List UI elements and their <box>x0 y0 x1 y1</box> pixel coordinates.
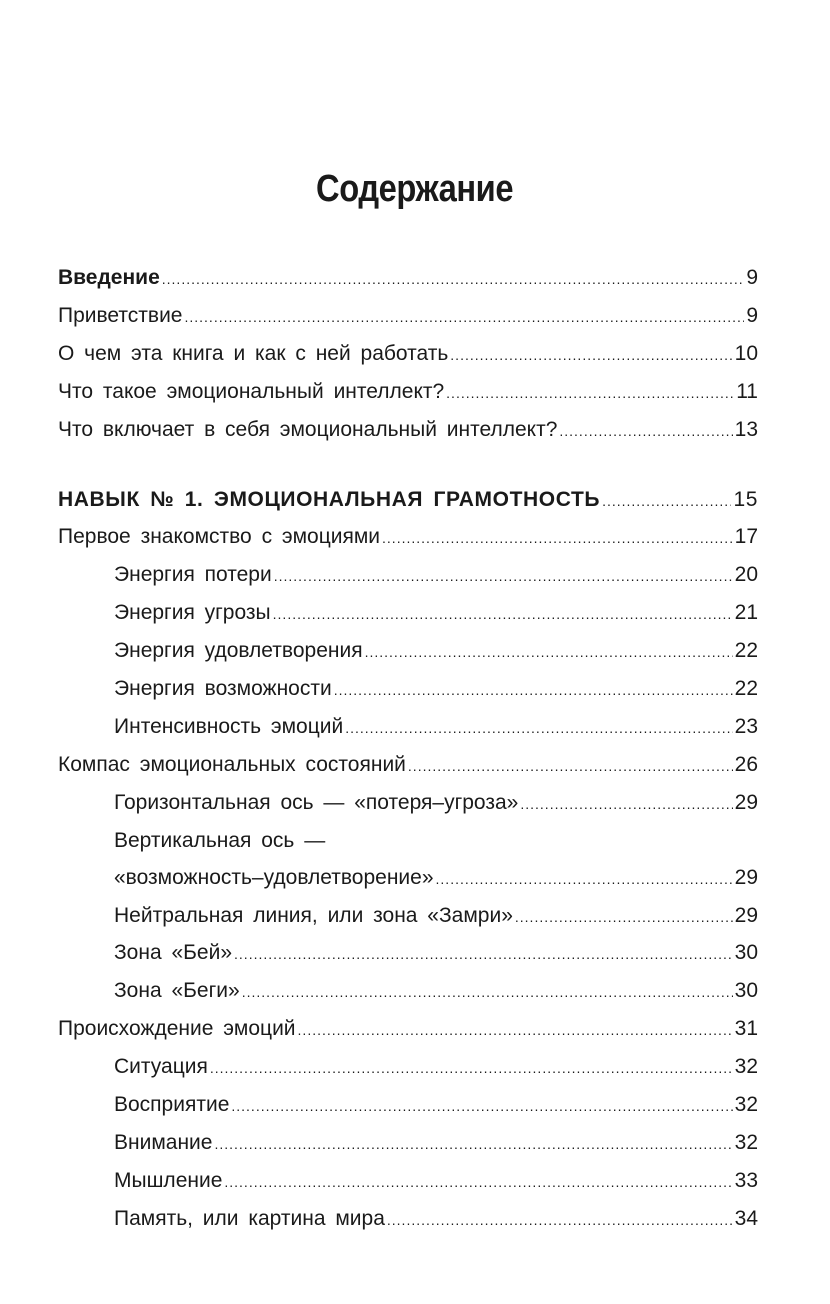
toc-entry-label: Интенсивность эмоций <box>114 714 344 738</box>
toc-entry-zone-flight[interactable] <box>58 973 758 1011</box>
toc-entry-label: Нейтральная линия, или зона «Замри» <box>114 903 513 927</box>
toc-entry-label: Введение <box>58 266 160 289</box>
toc-entry-label-line2: «возможность–удовлетворение» <box>114 865 434 889</box>
toc-entry-label: Происхождение эмоций <box>58 1017 296 1041</box>
toc-entry-label: Зона «Беги» <box>114 979 240 1003</box>
toc-entry-label: Энергия угрозы <box>114 601 271 625</box>
toc-entry-page: 32 <box>734 1055 758 1079</box>
toc-entry-attention[interactable] <box>58 1125 758 1163</box>
toc-entry-page: 30 <box>734 941 758 965</box>
dot-leader <box>334 672 733 709</box>
dot-leader <box>274 558 733 595</box>
toc-entry-page: 21 <box>734 601 758 625</box>
dot-leader <box>559 413 732 450</box>
toc-entry-compass[interactable] <box>58 747 758 785</box>
toc-entry-line2 <box>114 860 758 898</box>
toc-entry-page: 30 <box>734 979 758 1003</box>
toc-entry-energy-opportunity[interactable] <box>58 671 758 709</box>
dot-leader <box>210 1050 733 1087</box>
toc-entry-energy-threat[interactable] <box>58 595 758 633</box>
toc-entry-situation[interactable] <box>58 1049 758 1087</box>
toc-entry-page: 33 <box>734 1168 758 1192</box>
toc-entry-first-acquaintance[interactable] <box>58 519 758 557</box>
toc-entry-label: Восприятие <box>114 1093 230 1117</box>
toc-entry-label: Что включает в себя эмоциональный интеллект? <box>58 417 558 441</box>
toc-entry-page: 26 <box>734 752 758 776</box>
dot-leader <box>184 299 744 336</box>
toc-entry-label: Зона «Бей» <box>114 941 233 965</box>
toc-entry-memory[interactable] <box>58 1201 758 1239</box>
toc-entry-page: 32 <box>734 1130 758 1154</box>
toc-entry-what-is-ei[interactable] <box>58 374 758 412</box>
toc-entry-page: 9 <box>746 303 758 327</box>
toc-entry-page: 11 <box>736 379 758 403</box>
dot-leader <box>515 899 733 936</box>
toc-entry-greeting[interactable] <box>58 298 758 336</box>
toc-entry-page: 9 <box>746 266 758 289</box>
dot-leader <box>520 786 732 823</box>
toc-entry-neutral-line[interactable] <box>58 898 758 936</box>
toc-entry-skill-1[interactable] <box>58 482 758 520</box>
dot-leader <box>214 1126 732 1163</box>
toc-entry-page: 10 <box>734 341 758 365</box>
toc-entry-page: 32 <box>734 1093 758 1117</box>
toc-entry-label: Компас эмоциональных состояний <box>58 752 406 776</box>
toc-entry-energy-loss[interactable] <box>58 557 758 595</box>
toc-entry-ei-components[interactable] <box>58 412 758 450</box>
toc-entry-vertical-axis[interactable] <box>58 823 758 898</box>
toc-entry-label: Приветствие <box>58 303 183 327</box>
toc-entry-label: НАВЫК № 1. ЭМОЦИОНАЛЬНАЯ ГРАМОТНОСТЬ <box>58 487 601 511</box>
dot-leader <box>450 337 732 374</box>
dot-leader <box>234 936 733 973</box>
page-title: Содержание <box>316 168 514 210</box>
toc-entry-introduction[interactable] <box>58 260 758 298</box>
toc-entry-page: 31 <box>734 1017 758 1041</box>
dot-leader <box>436 861 733 898</box>
toc-entry-emotion-intensity[interactable] <box>58 709 758 747</box>
dot-leader <box>408 748 733 785</box>
toc-entry-energy-satisfaction[interactable] <box>58 633 758 671</box>
toc-entry-thinking[interactable] <box>58 1163 758 1201</box>
toc-entry-label: Ситуация <box>114 1055 208 1079</box>
toc-entry-page: 22 <box>734 639 758 663</box>
toc-entry-page: 29 <box>734 903 758 927</box>
dot-leader <box>273 596 733 633</box>
toc-entry-label-line1: Вертикальная ось — <box>114 828 326 852</box>
toc-entry-page: 20 <box>734 563 758 587</box>
toc-entry-origin-of-emotions[interactable] <box>58 1011 758 1049</box>
toc-entry-about-book[interactable] <box>58 336 758 374</box>
toc-entry-page: 13 <box>734 417 758 441</box>
toc-entry-page: 34 <box>734 1206 758 1230</box>
dot-leader <box>446 375 734 412</box>
table-of-contents <box>58 260 758 1239</box>
toc-entry-page: 29 <box>734 865 758 889</box>
toc-entry-label: Первое знакомство с эмоциями <box>58 525 381 549</box>
dot-leader <box>602 483 731 520</box>
toc-entry-label: Энергия потери <box>114 563 272 587</box>
toc-entry-horizontal-axis[interactable] <box>58 785 758 823</box>
toc-entry-label: Мышление <box>114 1168 223 1192</box>
dot-leader <box>365 634 733 671</box>
toc-entry-perception[interactable] <box>58 1087 758 1125</box>
dot-leader <box>224 1164 732 1201</box>
toc-entry-page: 15 <box>733 487 758 511</box>
toc-entry-label: Внимание <box>114 1130 213 1154</box>
dot-leader <box>382 520 733 557</box>
dot-leader <box>298 1012 733 1049</box>
toc-entry-label: Что такое эмоциональный интеллект? <box>58 379 445 403</box>
dot-leader <box>387 1202 733 1239</box>
toc-entry-label: Энергия возможности <box>114 677 332 701</box>
dot-leader <box>242 974 733 1011</box>
dot-leader <box>162 261 745 298</box>
toc-entry-zone-fight[interactable] <box>58 935 758 973</box>
toc-entry-page: 22 <box>734 677 758 701</box>
toc-entry-label: О чем эта книга и как с ней работать <box>58 341 449 365</box>
toc-entry-page: 17 <box>734 525 758 549</box>
dot-leader <box>345 710 732 747</box>
toc-entry-label: Горизонтальная ось — «потеря–угроза» <box>114 790 519 814</box>
toc-entry-page: 29 <box>734 790 758 814</box>
toc-entry-label: Память, или картина мира <box>114 1206 385 1230</box>
toc-entry-page: 23 <box>734 714 758 738</box>
toc-entry-label: Энергия удовлетворения <box>114 639 363 663</box>
dot-leader <box>231 1088 732 1125</box>
